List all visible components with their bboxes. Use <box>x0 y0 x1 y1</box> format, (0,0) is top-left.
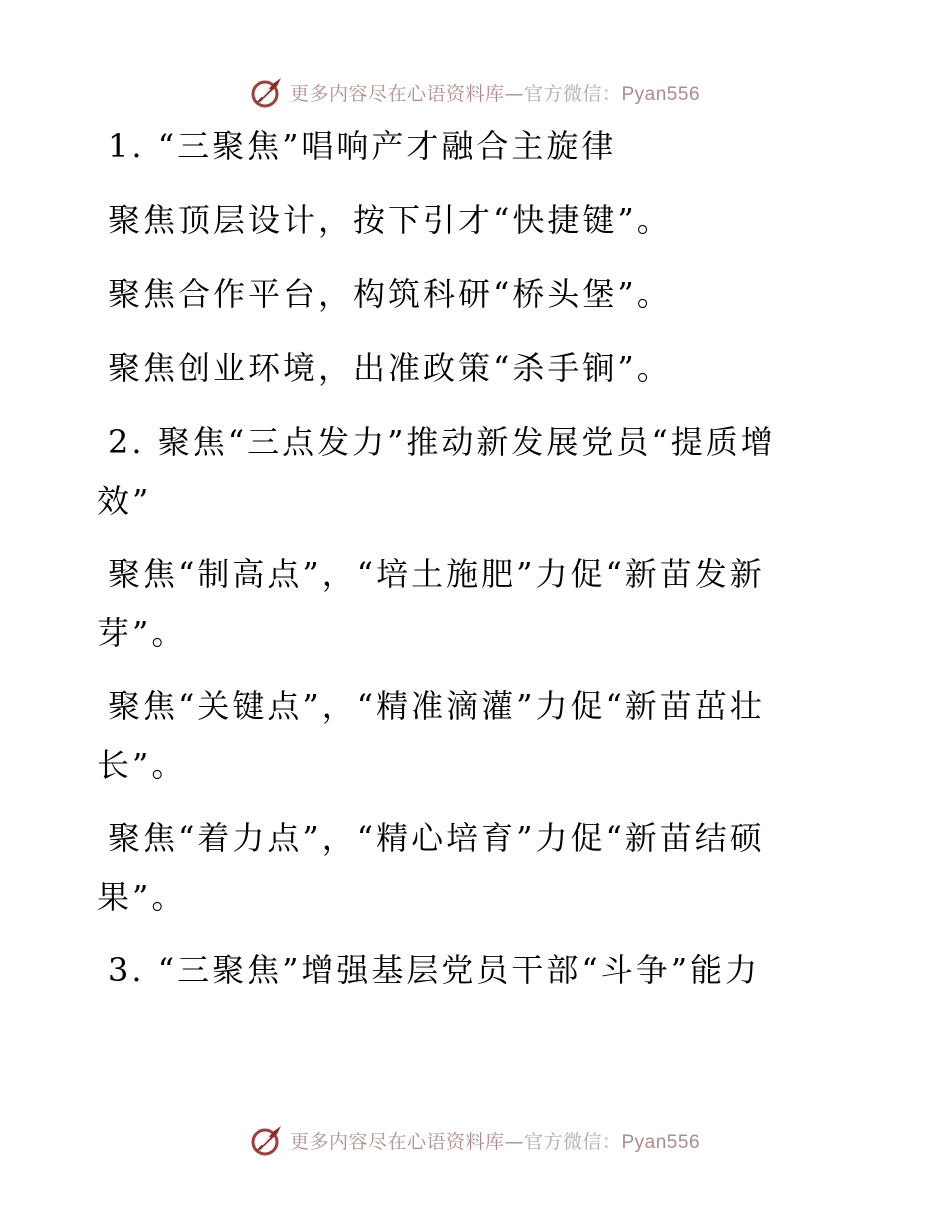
paragraph-1: 聚焦顶层设计，按下引才“快捷键”。 <box>108 201 672 239</box>
quill-logo-icon <box>250 75 284 109</box>
paragraph-4-line-2: 芽”。 <box>97 614 187 652</box>
paragraph-6-line-1: 聚焦“着力点”，“精心培育”力促“新苗结硕 <box>108 819 765 857</box>
watermark-main-text: 更多内容尽在心语资料库 <box>289 82 505 105</box>
paragraph-3: 聚焦创业环境，出准政策“杀手锏”。 <box>108 349 672 387</box>
watermark-sub-text: 官方微信： <box>523 82 622 105</box>
heading-2-line-2: 效” <box>97 482 152 520</box>
paragraph-6-line-2: 果”。 <box>97 878 187 916</box>
heading-2-line-1: 2. 聚焦“三点发力”推动新发展党员“提质增 <box>108 423 776 461</box>
paragraph-4-line-1: 聚焦“制高点”，“培土施肥”力促“新苗发新 <box>108 555 765 593</box>
watermark-dash: — <box>504 1130 524 1153</box>
watermark-id-text: Pyan556 <box>621 1131 701 1153</box>
watermark-main-text: 更多内容尽在心语资料库 <box>289 1130 505 1153</box>
paragraph-2: 聚焦合作平台，构筑科研“桥头堡”。 <box>108 275 672 313</box>
watermark-sub-text: 官方微信： <box>523 1130 622 1153</box>
watermark-id-text: Pyan556 <box>621 83 701 105</box>
heading-1: 1. “三聚焦”唱响产才融合主旋律 <box>108 127 617 165</box>
footer-watermark <box>0 1120 950 1160</box>
watermark-dash: — <box>504 82 524 105</box>
heading-3: 3. “三聚焦”增强基层党员干部“斗争”能力 <box>108 951 761 989</box>
header-watermark <box>0 72 950 112</box>
quill-logo-icon <box>250 1123 284 1157</box>
paragraph-5-line-2: 长”。 <box>97 746 187 784</box>
paragraph-5-line-1: 聚焦“关键点”，“精准滴灌”力促“新苗茁壮 <box>108 687 765 725</box>
